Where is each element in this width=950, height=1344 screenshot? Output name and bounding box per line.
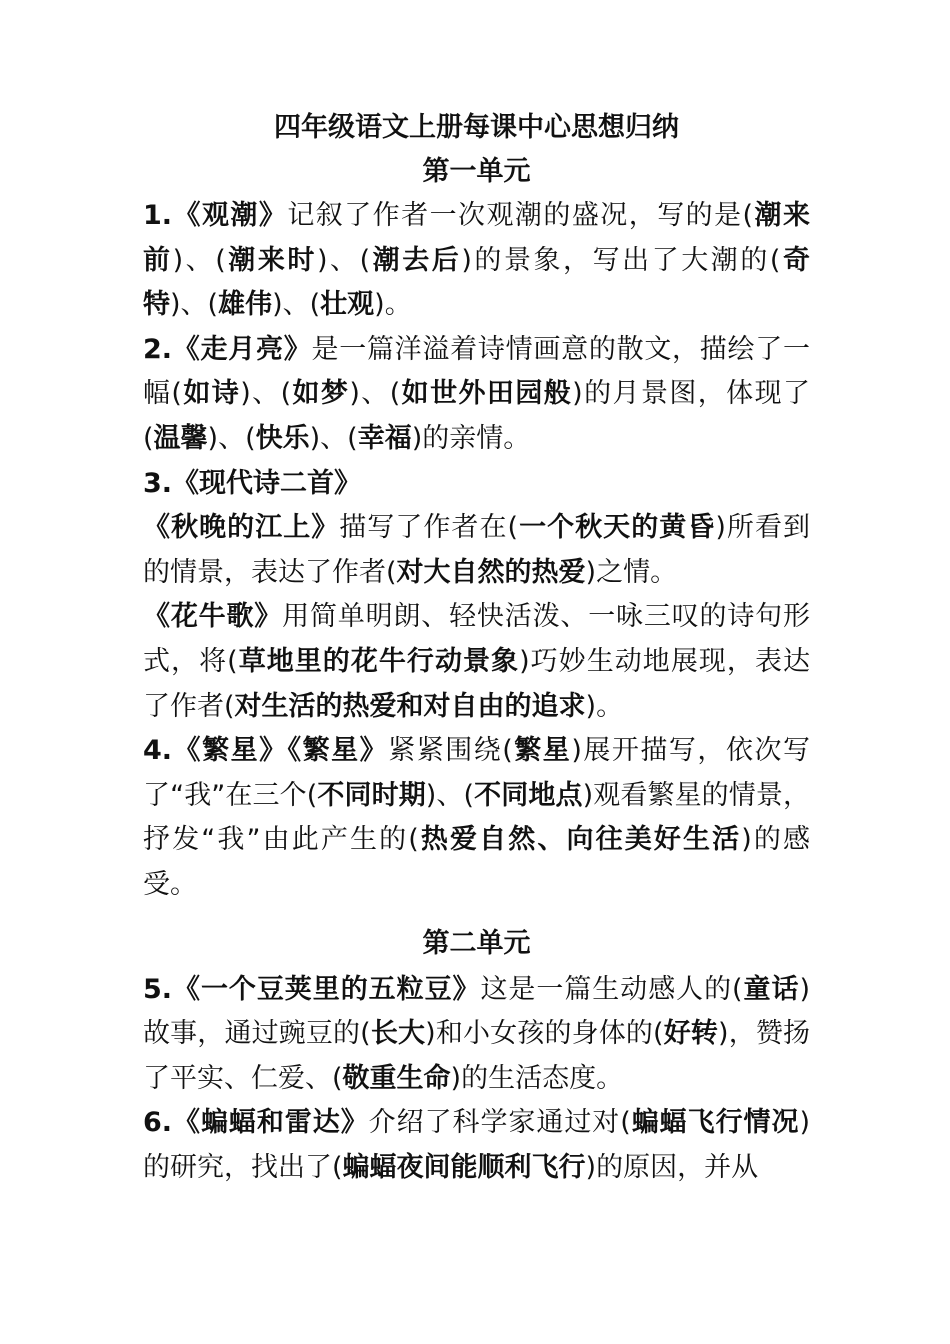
bold-text-run: 一个秋天的黄昏 [518, 512, 716, 544]
paragraph-lesson-6 [143, 1101, 810, 1190]
text-run: )的研究，找出了( [143, 1107, 810, 1183]
text-run: 用简单明朗、轻快活泼、一咏三叹的诗句形式，将( [143, 601, 811, 677]
bold-text-run: 温馨 [153, 422, 208, 454]
bold-text-run: 对生活的热爱和对自由的追求 [234, 690, 586, 722]
text-run: )。 [585, 690, 624, 722]
bold-text-run: 蝙蝠飞行情况 [630, 1107, 800, 1139]
unit-heading-1: 第一单元 [422, 156, 531, 187]
paragraph-lesson-3-heading [143, 462, 810, 507]
bold-text-run: 不同时期 [317, 779, 426, 811]
paragraph-lesson-1 [143, 194, 810, 328]
text-run: )、( [172, 244, 226, 276]
text-run: )、( [207, 422, 256, 454]
text-run: )之情。 [585, 556, 678, 588]
document-page [143, 106, 810, 1190]
text-run: 记叙了作者一次观潮的盛况，写的是( [287, 200, 754, 231]
text-run: )、( [272, 289, 321, 321]
paragraph-poem-qiuwan [143, 506, 810, 595]
bold-text-run: 6.《蝙蝠和雷达》 [143, 1107, 369, 1139]
text-run: )、( [309, 422, 358, 454]
bold-text-run: 幸福 [357, 422, 412, 454]
bold-text-run: 奇特 [143, 244, 810, 321]
text-run: )。 [374, 289, 412, 321]
text-run: )、( [316, 244, 371, 276]
text-run: )、( [425, 779, 475, 811]
bold-text-run: 草地里的花牛行动景象 [237, 645, 520, 677]
text-run: )的感受。 [143, 824, 810, 900]
bold-text-run: 5.《一个豆荚里的五粒豆》 [143, 973, 481, 1005]
bold-text-run: 长大 [370, 1018, 426, 1050]
bold-text-run: 如梦 [291, 378, 350, 410]
bold-text-run: 2.《走月亮》 [143, 333, 312, 365]
text-run: )所看到的情景，表达了作者( [143, 512, 810, 588]
text-run: )的月景图，体现了( [143, 378, 811, 454]
paragraph-poem-huaniu [143, 595, 810, 729]
bold-text-run: 敬重生命 [342, 1062, 451, 1094]
text-run: )、( [349, 378, 401, 410]
bold-text-run: 3.《现代诗二首》 [143, 467, 362, 499]
bold-text-run: 1.《观潮》 [143, 200, 288, 231]
text-run: )，赞扬了平实、仁爱、( [143, 1018, 811, 1094]
text-run: 是一篇洋溢着诗情画意的散文，描绘了一幅( [143, 333, 810, 410]
text-run: 介绍了科学家通过对( [368, 1107, 631, 1139]
text-run: )的景象，写出了大潮的( [461, 244, 781, 276]
bold-text-run: 童话 [742, 973, 800, 1005]
text-run: )的生活态度。 [450, 1062, 624, 1094]
text-run: 紧紧围绕( [388, 735, 513, 767]
bold-text-run: 快乐 [255, 422, 310, 454]
bold-text-run: 《秋晚的江上》 [143, 512, 340, 544]
bold-text-run: 潮去后 [370, 244, 462, 276]
text-run: )和小女孩的身体的( [425, 1018, 664, 1050]
bold-text-run: 热爱自然、向往美好生活 [418, 824, 742, 856]
text-run: 这是一篇生动感人的( [480, 973, 743, 1005]
text-run: )巧妙生动地展现，表达了作者( [143, 645, 810, 722]
text-run: )的原因，并从 [585, 1151, 759, 1183]
bold-text-run: 潮来前 [143, 200, 810, 276]
bold-text-run: 如诗 [181, 378, 241, 410]
text-run: )展开描写，依次写了“我”在三个( [143, 735, 810, 811]
bold-text-run: 繁星 [512, 735, 572, 767]
bold-text-run: 好转 [663, 1018, 719, 1050]
bold-text-run: 雄伟 [218, 289, 273, 321]
bold-text-run: 《花牛歌》 [143, 601, 283, 633]
bold-text-run: 对大自然的热爱 [396, 556, 586, 588]
paragraph-lesson-2 [143, 328, 810, 462]
bold-text-run: 蝙蝠夜间能顺利飞行 [342, 1151, 586, 1183]
bold-text-run: 壮观 [320, 289, 375, 321]
text-run: )、( [240, 378, 292, 410]
text-run: )、( [170, 289, 219, 321]
bold-text-run: 如世外田园般 [400, 378, 573, 410]
bold-text-run: 4.《繁星》《繁星》 [143, 735, 389, 767]
paragraph-lesson-5 [143, 968, 810, 1102]
text-run: )的亲情。 [411, 422, 531, 454]
text-run: 描写了作者在( [339, 512, 519, 544]
unit-heading-2: 第二单元 [422, 927, 531, 959]
bold-text-run: 不同地点 [474, 779, 583, 811]
text-run: )观看繁星的情景，抒发“我”由此产生的( [143, 779, 810, 856]
paragraph-lesson-4 [143, 729, 810, 907]
text-run: )故事，通过豌豆的( [143, 973, 810, 1050]
bold-text-run: 潮来时 [225, 244, 317, 276]
page-title: 四年级语文上册每课中心思想归纳 [274, 112, 679, 143]
